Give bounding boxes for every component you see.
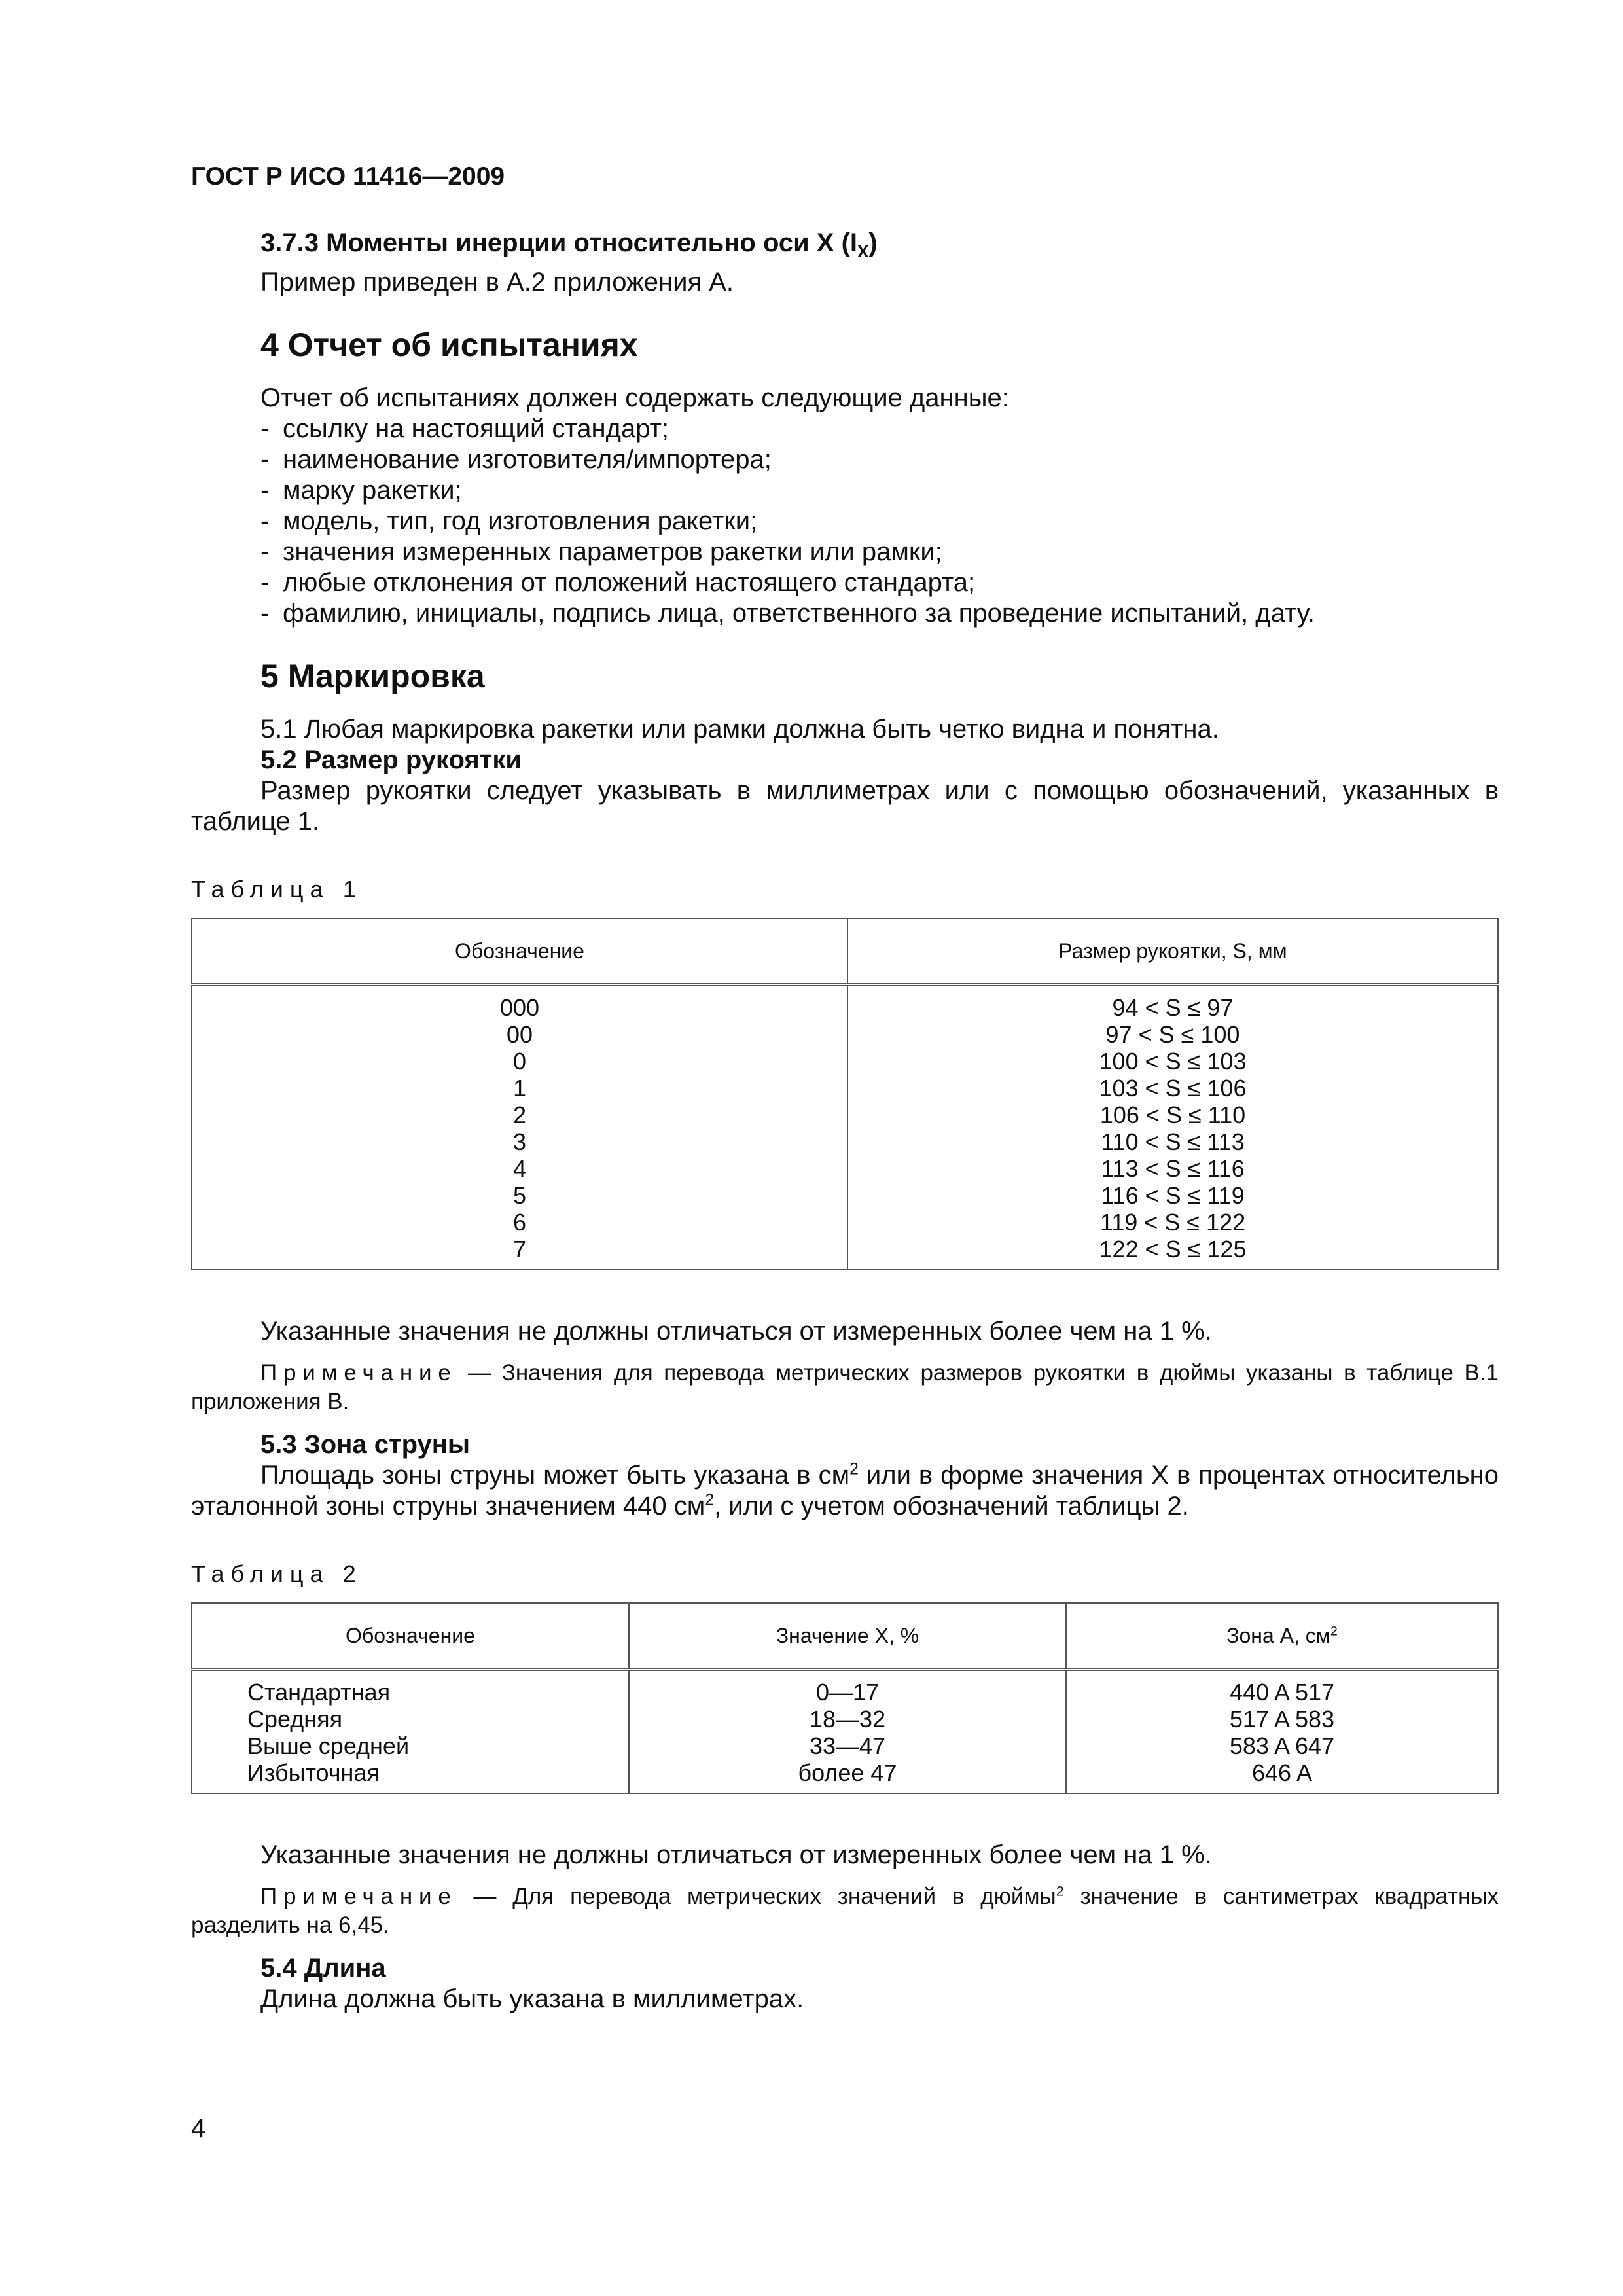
table-cell-size: 122 < S ≤ 125 — [1099, 1236, 1247, 1263]
section-5-heading: 5 Маркировка — [260, 658, 485, 694]
table-cell-designation: 5 — [512, 1182, 527, 1209]
note-1-text: — Значения для перевода метрических размеров рукоятки в дюймы указаны в таблице В.1 приложения В. — [191, 1360, 1499, 1414]
table-cell-designation: Избыточная — [247, 1759, 380, 1786]
table-cell-designation: 000 — [499, 994, 540, 1021]
table-cell-size: 110 < S ≤ 113 — [1101, 1128, 1245, 1155]
section-5-3-title: 5.3 Зона струны — [260, 1430, 471, 1459]
table-1-designations — [192, 985, 847, 1270]
table-header-cell — [1066, 1603, 1498, 1670]
table-cell-zone: 646 A — [1251, 1759, 1313, 1786]
section-5-2-title: 5.2 Размер рукоятки — [260, 745, 522, 774]
section-5-3-text-part3: , или с учетом обозначений таблицы 2. — [714, 1492, 1189, 1520]
superscript: 2 — [705, 1491, 715, 1509]
list-item-text: модель, тип, год изготовления ракетки; — [283, 507, 758, 535]
table-cell-designation: Средняя — [247, 1706, 343, 1732]
note-2-label: Примечание — [260, 1884, 457, 1909]
note-1 — [191, 1359, 1499, 1416]
table-1-caption-text: Таблица 1 — [191, 876, 363, 903]
list-item: - ссылку на настоящий стандарт; — [260, 414, 669, 443]
section-5-2-text: Размер рукоятки следует указывать в миллиметрах или с помощью обозначений, указанных в таблице 1. — [191, 776, 1499, 836]
table-1-sizes — [847, 985, 1498, 1270]
table-header-row — [192, 1603, 1498, 1670]
table-cell-designation: 0 — [512, 1048, 527, 1075]
tolerance-note-2: Указанные значения не должны отличаться от измеренных более чем на 1 %. — [260, 1840, 1212, 1869]
table-row — [192, 1670, 1498, 1794]
table-cell-zone: 583 A 647 — [1229, 1732, 1335, 1759]
note-2 — [191, 1882, 1499, 1940]
table-cell-size: 100 < S ≤ 103 — [1099, 1048, 1247, 1075]
list-item-text: наименование изготовителя/импортера; — [283, 445, 772, 474]
table-1-caption — [191, 874, 1499, 905]
section-5-3-text-part2: или в форме значения X в процентах относительно эталонной зоны струны значением 440 см — [191, 1461, 1499, 1520]
table-cell-designation: 7 — [512, 1236, 527, 1263]
table-header-cell: Обозначение — [192, 1603, 629, 1670]
table-2-caption — [191, 1558, 1499, 1589]
list-item-text: ссылку на настоящий стандарт; — [283, 414, 669, 443]
table-cell-designation: 1 — [512, 1075, 527, 1102]
table-cell-zone: 517 A 583 — [1229, 1706, 1335, 1732]
list-item-text: марку ракетки; — [283, 476, 462, 505]
table-cell-size: 97 < S ≤ 100 — [1105, 1021, 1240, 1048]
tolerance-note-1: Указанные значения не должны отличаться от измеренных более чем на 1 %. — [260, 1317, 1212, 1346]
table-cell-zone: 440 A 517 — [1229, 1679, 1335, 1706]
table-cell-designation: Стандартная — [247, 1679, 391, 1706]
list-item-text: значения измеренных параметров ракетки или рамки; — [283, 537, 942, 566]
section-4-intro: Отчет об испытаниях должен содержать следующие данные: — [260, 384, 1009, 412]
document-header: ГОСТ Р ИСО 11416—2009 — [191, 162, 505, 190]
table-cell-size: 106 < S ≤ 110 — [1099, 1102, 1246, 1128]
section-3-7-3-title-text: 3.7.3 Моменты инерции относительно оси X (I — [260, 228, 858, 257]
table-cell-percent: более 47 — [798, 1759, 897, 1786]
table-cell-size: 116 < S ≤ 119 — [1101, 1182, 1245, 1209]
superscript: 2 — [849, 1460, 859, 1479]
section-5-3-text-part1: Площадь зоны струны может быть указана в см — [260, 1461, 850, 1490]
table-cell-designation: 6 — [512, 1209, 527, 1236]
list-item: - любые отклонения от положений настоящего стандарта; — [260, 568, 976, 597]
table-2-designations — [192, 1670, 629, 1794]
note-2-text-part2: значение в сантиметрах квадратных разделить на 6,45. — [191, 1884, 1499, 1938]
section-4-heading: 4 Отчет об испытаниях — [260, 327, 638, 363]
section-5-4-title: 5.4 Длина — [260, 1954, 386, 1982]
table-2-caption-text: Таблица 2 — [191, 1560, 363, 1587]
superscript: 2 — [1056, 1882, 1064, 1899]
table-cell-designation: Выше средней — [247, 1732, 410, 1759]
table-header-row — [192, 918, 1498, 985]
table-cell-percent: 18—32 — [809, 1706, 886, 1732]
table-2-percent — [629, 1670, 1066, 1794]
section-3-7-3-text: Пример приведен в А.2 приложения А. — [260, 268, 734, 296]
table-header-cell: Обозначение — [192, 918, 847, 985]
section-3-7-3-subscript: X — [857, 242, 869, 261]
table-1 — [191, 918, 1499, 1270]
table-cell-designation: 4 — [512, 1155, 527, 1182]
note-1-label: Примечание — [260, 1360, 457, 1386]
list-item: - фамилию, инициалы, подпись лица, ответственного за проведение испытаний, дату. — [260, 599, 1315, 628]
section-5-3-text — [191, 1460, 1499, 1522]
superscript: 2 — [1330, 1623, 1338, 1638]
table-cell-size: 103 < S ≤ 106 — [1099, 1075, 1247, 1102]
list-item: - модель, тип, год изготовления ракетки; — [260, 507, 758, 535]
section-5-4-text: Длина должна быть указана в миллиметрах. — [260, 1984, 804, 2013]
table-cell-size: 94 < S ≤ 97 — [1112, 994, 1234, 1021]
table-cell-percent: 33—47 — [809, 1732, 886, 1759]
table-2 — [191, 1602, 1499, 1794]
table-cell-designation: 2 — [512, 1102, 527, 1128]
table-cell-size: 119 < S ≤ 122 — [1099, 1209, 1246, 1236]
list-item: - наименование изготовителя/импортера; — [260, 445, 772, 474]
note-2-text-part1: — Для перевода метрических значений в дюймы — [457, 1884, 1056, 1909]
table-cell-size: 113 < S ≤ 116 — [1101, 1155, 1245, 1182]
table-row — [192, 985, 1498, 1270]
section-4-list — [191, 414, 1499, 629]
table-header-cell: Значение X, % — [629, 1603, 1066, 1670]
table-header-cell: Размер рукоятки, S, мм — [847, 918, 1498, 985]
table-cell-designation: 00 — [506, 1021, 533, 1048]
list-item: - марку ракетки; — [260, 476, 462, 505]
table-cell-percent: 0—17 — [815, 1679, 880, 1706]
table-header-text: Зона A, см — [1226, 1623, 1330, 1647]
section-5-1-text: 5.1 Любая маркировка ракетки или рамки должна быть четко видна и понятна. — [260, 715, 1219, 744]
section-3-7-3-close: ) — [868, 228, 878, 257]
list-item-text: любые отклонения от положений настоящего стандарта; — [283, 568, 976, 597]
page-number: 4 — [191, 2114, 206, 2143]
table-2-zone — [1066, 1670, 1498, 1794]
list-item-text: фамилию, инициалы, подпись лица, ответственного за проведение испытаний, дату. — [283, 599, 1315, 628]
page-content — [191, 228, 1499, 2015]
table-cell-designation: 3 — [512, 1128, 527, 1155]
list-item: - значения измеренных параметров ракетки или рамки; — [260, 537, 942, 566]
section-3-7-3-title — [191, 228, 1499, 267]
